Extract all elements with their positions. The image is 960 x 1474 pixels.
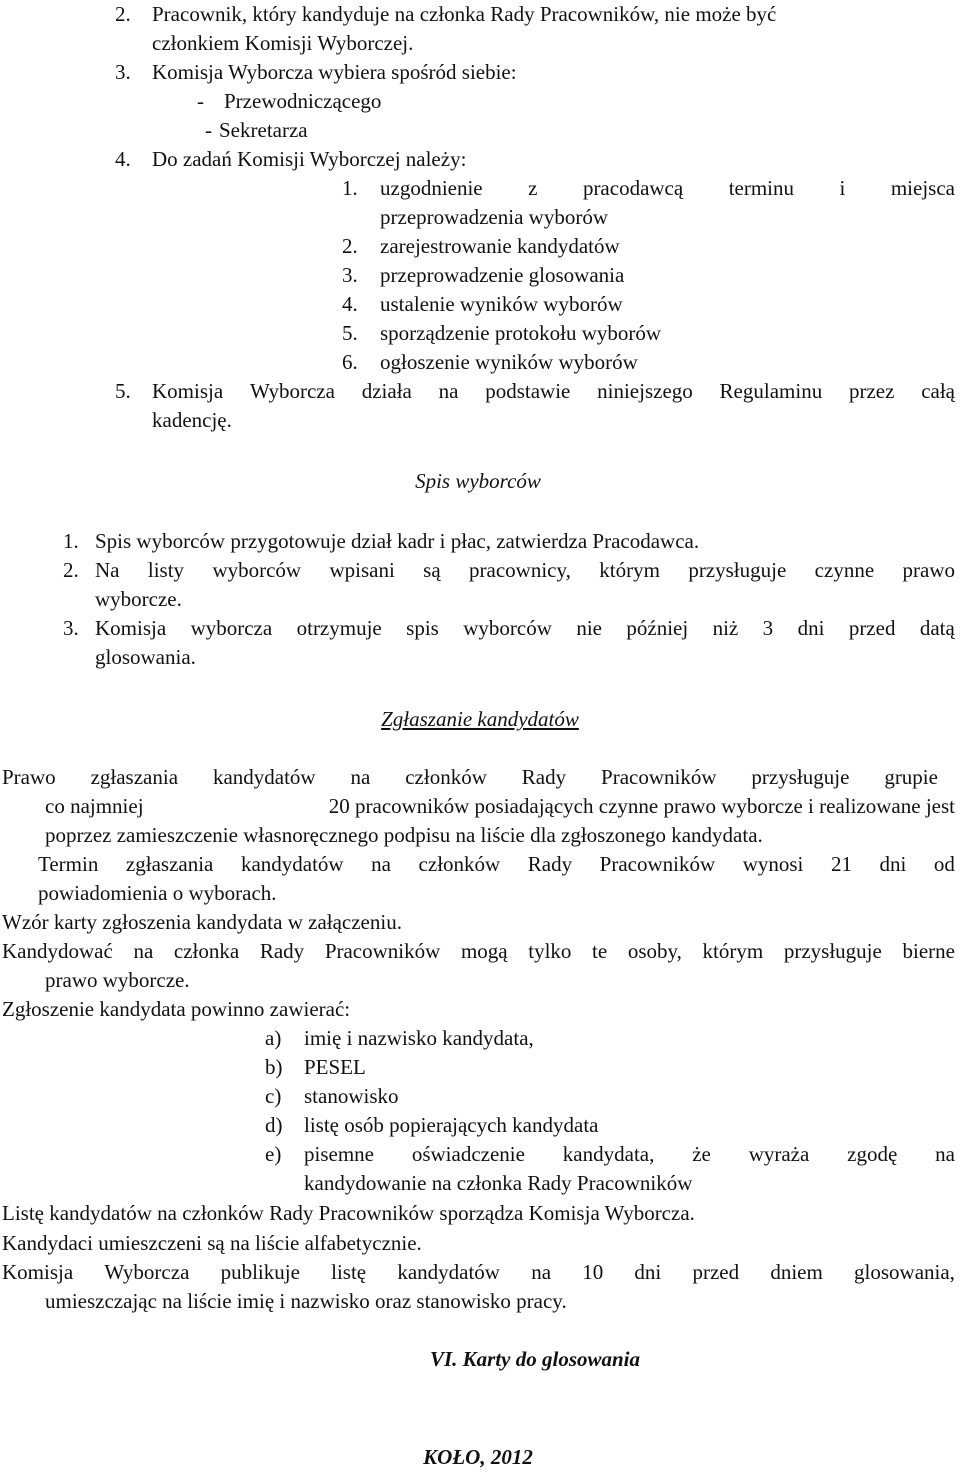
paragraph-line: Termin zgłaszania kandydatów na członków Rady Pracowników wynosi 21 dni od — [38, 852, 955, 876]
letter-item: c) — [265, 1084, 282, 1108]
sublist-text: przeprowadzenia wyborów — [380, 205, 608, 229]
paragraph-line: Kandydaci umieszczeni są na liście alfabetycznie. — [2, 1231, 422, 1255]
sublist-number: 2. — [342, 234, 358, 258]
list-number: 2. — [63, 558, 79, 582]
list-number: 2. — [115, 2, 131, 26]
letter-item: d) — [265, 1113, 283, 1137]
list-text: Spis wyborców przygotowuje dział kadr i płac, zatwierdza Pracodawca. — [95, 529, 700, 553]
list-text: członkiem Komisji Wyborczej. — [152, 31, 414, 55]
sublist-text: ustalenie wyników wyborów — [380, 292, 623, 316]
paragraph-line: umieszczając na liście imię i nazwisko oraz stanowisko pracy. — [45, 1289, 567, 1313]
footer-place-date: KOŁO, 2012 — [423, 1445, 533, 1469]
letter-item-text: PESEL — [304, 1055, 366, 1079]
list-text: Na listy wyborców wpisani są pracownicy, którym przysługuje czynne prawo — [95, 558, 955, 582]
paragraph-line: Wzór karty zgłoszenia kandydata w załączeniu. — [2, 910, 402, 934]
paragraph-line: Kandydować na członka Rady Pracowników mogą tylko te osoby, którym przysługuje bierne — [2, 939, 955, 963]
sublist-number: 6. — [342, 350, 358, 374]
letter-item-text: imię i nazwisko kandydata, — [304, 1026, 534, 1050]
sublist-number: 5. — [342, 321, 358, 345]
list-text: Przewodniczącego — [224, 89, 382, 113]
list-number: 1. — [63, 529, 79, 553]
letter-item-text: kandydowanie na członka Rady Pracowników — [304, 1171, 693, 1195]
list-text: kadencję. — [152, 408, 232, 432]
section-title-zglaszanie: Zgłaszanie kandydatów — [381, 707, 579, 731]
paragraph-line: co najmniej 20 pracowników posiadających czynne prawo wyborcze i realizowane jest — [45, 794, 955, 818]
sublist-text: ogłoszenie wyników wyborów — [380, 350, 638, 374]
paragraph-line: poprzez zamieszczenie własnoręcznego podpisu na liście dla zgłoszonego kandydata. — [45, 823, 763, 847]
list-text: Do zadań Komisji Wyborczej należy: — [152, 147, 467, 171]
sublist-number: 1. — [342, 176, 358, 200]
sublist-text: przeprowadzenie glosowania — [380, 263, 625, 287]
letter-item-text: pisemne oświadczenie kandydata, że wyraża zgodę na — [304, 1142, 955, 1166]
sublist-text: uzgodnienie z pracodawcą terminu i miejsca — [380, 176, 955, 200]
letter-item: e) — [265, 1142, 282, 1166]
dash-bullet: - — [197, 89, 204, 113]
letter-item: b) — [265, 1055, 283, 1079]
paragraph-line: Prawo zgłaszania kandydatów na członków Rady Pracowników przysługuje grupie — [2, 765, 938, 789]
list-number: 3. — [63, 616, 79, 640]
letter-item-text: stanowisko — [304, 1084, 399, 1108]
list-text: Pracownik, który kandyduje na członka Rady Pracowników, nie może być — [152, 2, 777, 26]
sublist-number: 4. — [342, 292, 358, 316]
sublist-text: sporządzenie protokołu wyborów — [380, 321, 662, 345]
dash-bullet: - — [205, 118, 212, 142]
section-title-spis: Spis wyborców — [415, 469, 541, 493]
list-number: 5. — [115, 379, 131, 403]
paragraph-line: prawo wyborcze. — [45, 968, 190, 992]
list-text: wyborcze. — [95, 587, 182, 611]
letter-item: a) — [265, 1026, 282, 1050]
list-text: glosowania. — [95, 645, 196, 669]
letter-item-text: listę osób popierających kandydata — [304, 1113, 599, 1137]
sublist-text: zarejestrowanie kandydatów — [380, 234, 620, 258]
paragraph-line: Listę kandydatów na członków Rady Pracowników sporządza Komisja Wyborcza. — [2, 1201, 695, 1225]
list-text: Komisja wyborcza otrzymuje spis wyborców nie później niż 3 dni przed datą — [95, 616, 955, 640]
paragraph-line: Zgłoszenie kandydata powinno zawierać: — [2, 997, 351, 1021]
list-number: 3. — [115, 60, 131, 84]
list-text: Komisja Wyborcza wybiera spośród siebie: — [152, 60, 517, 84]
paragraph-line: powiadomienia o wyborach. — [38, 881, 277, 905]
paragraph-line: Komisja Wyborcza publikuje listę kandydatów na 10 dni przed dniem glosowania, — [2, 1260, 955, 1284]
list-text: Sekretarza — [219, 118, 308, 142]
section-title-vi: VI. Karty do glosowania — [429, 1347, 641, 1371]
list-number: 4. — [115, 147, 131, 171]
sublist-number: 3. — [342, 263, 358, 287]
list-text: Komisja Wyborcza działa na podstawie niniejszego Regulaminu przez całą — [152, 379, 955, 403]
